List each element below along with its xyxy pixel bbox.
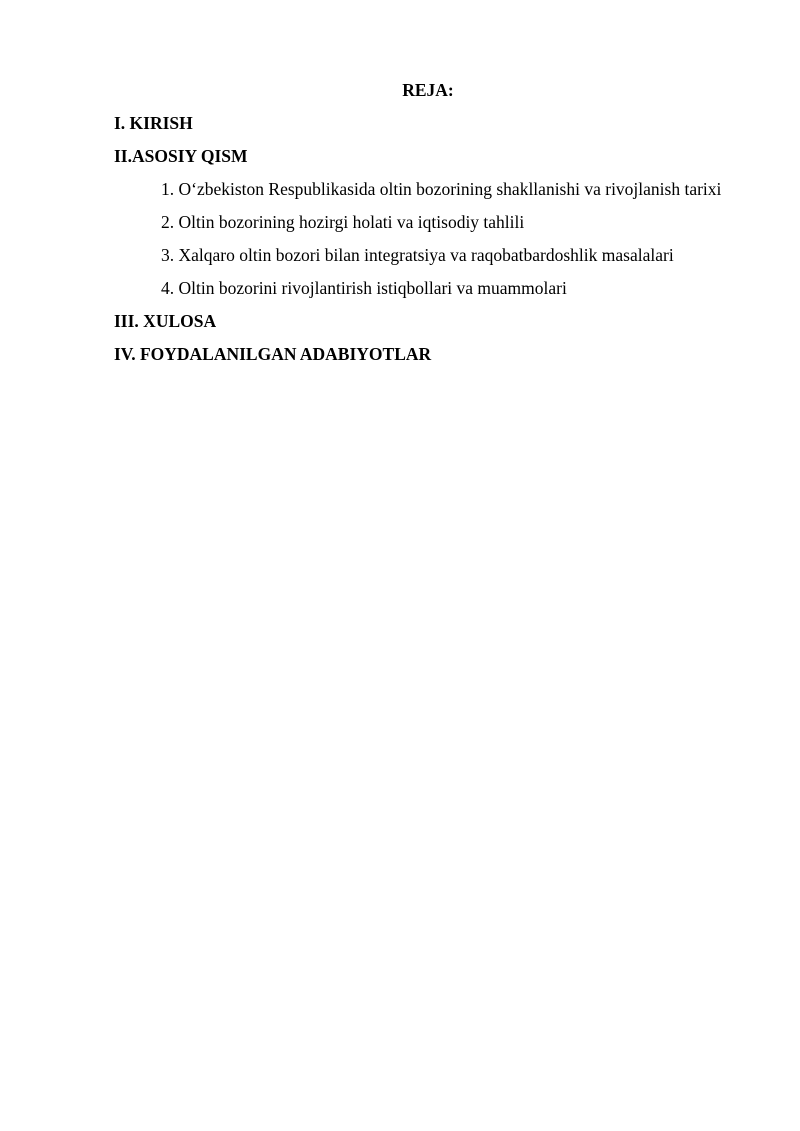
subsection-3: 3. Xalqaro oltin bozori bilan integratsiya va raqobatbardoshlik masalalari	[161, 245, 674, 265]
section-main: II.ASOSIY QISM	[114, 146, 248, 166]
table-of-contents	[114, 74, 724, 371]
subsection-2: 2. Oltin bozorining hozirgi holati va iqtisodiy tahlili	[161, 212, 525, 232]
section-intro: I. KIRISH	[114, 113, 193, 133]
subsection-4: 4. Oltin bozorini rivojlantirish istiqbollari va muammolari	[161, 278, 567, 298]
section-conclusion: III. XULOSA	[114, 311, 217, 331]
subsection-1: 1. O‘zbekiston Respublikasida oltin bozorining shakllanishi va rivojlanish tarixi	[161, 179, 722, 199]
document-title: REJA:	[402, 80, 454, 100]
section-references: IV. FOYDALANILGAN ADABIYOTLAR	[114, 344, 432, 364]
